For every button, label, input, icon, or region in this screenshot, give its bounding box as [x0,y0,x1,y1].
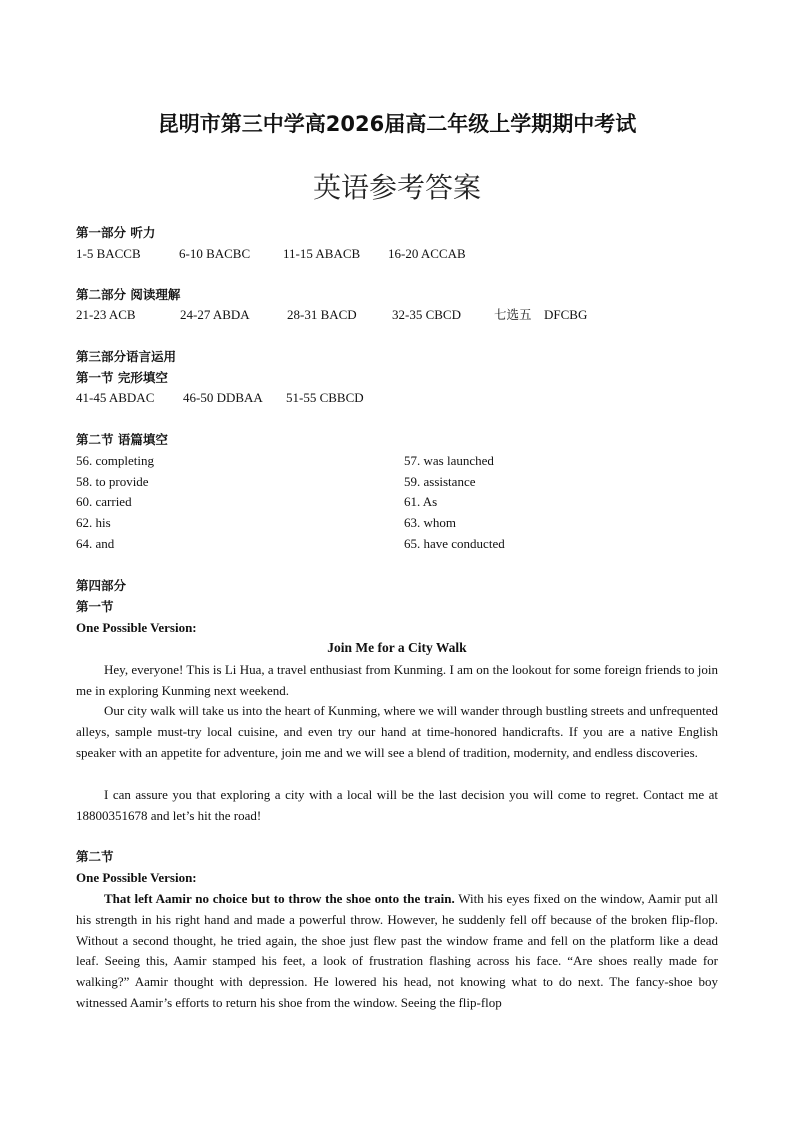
part4-section2-heading: 第二节 [76,849,114,864]
fill-answer: 56. completing [76,453,154,468]
part4-heading: 第四部分 [76,578,127,593]
answer-group: 32-35 CBCD [392,307,461,322]
page-subtitle: 英语参考答案 [312,171,481,204]
essay-paragraph: I can assure you that exploring a city with a local will be the last decision you will come to regret. Contact me at 18800351678 and let’s hit the road! [76,787,718,823]
fill-answer: 64. and [76,536,115,551]
story-text: With his eyes fixed on the window, Aamir put all his strength in his right hand and made a powerful throw. However, he suddenly fell off because of the broken flip-flop. Without a second thought, he tried again, the shoe just flew past the window frame and fell on the platform like a dead leaf. Seeing this, Aamir stamped his feet, a look of frustration flashing across his face. “Are shoes really made for walking?” Aamir thought with depression. He lowered his head, not knowing what to do next. The fancy-shoe boy witnessed Aamir’s efforts to return his shoe from the window. Seeing the flip-flop [76,891,718,1010]
answer-group: 24-27 ABDA [180,307,250,322]
fill-answer: 58. to provide [76,474,149,489]
version-label: One Possible Version: [76,620,197,635]
answer-group: 6-10 BACBC [179,246,251,261]
seven-choose-five-answer: DFCBG [544,307,588,322]
fill-answer: 63. whom [404,515,456,530]
version-label: One Possible Version: [76,870,197,885]
part3-section1-heading: 第一节 完形填空 [76,370,168,385]
part2-answers [76,306,676,324]
page-title: 昆明市第三中学高2026届高二年级上学期期中考试 [157,112,637,136]
essay-paragraph: Our city walk will take us into the heart of Kunming, where we will wander through bustling streets and unfrequented alleys, sample must-try local cuisine, and even try our hand at time-honored handicrafts. If you are a native English speaker with an appetite for adventure, join me and we will see a blend of tradition, modernity, and endless discoveries. [76,703,718,760]
answer-group: 51-55 CBBCD [286,390,364,405]
answer-group: 1-5 BACCB [76,246,141,261]
seven-choose-five-label: 七选五 [494,307,532,322]
cloze-answers [76,389,676,407]
part4-section1-heading: 第一节 [76,599,114,614]
answer-group: 46-50 DDBAA [183,390,263,405]
answer-group: 21-23 ACB [76,307,136,322]
fill-answer: 57. was launched [404,453,494,468]
essay-title: Join Me for a City Walk [327,640,467,655]
answer-group: 16-20 ACCAB [388,246,466,261]
fill-answer: 59. assistance [404,474,476,489]
part2-heading: 第二部分 阅读理解 [76,287,181,302]
part3-section2-heading: 第二节 语篇填空 [76,432,168,447]
fill-answer: 65. have conducted [404,536,505,551]
story-paragraph [76,889,718,1014]
answer-group: 11-15 ABACB [283,246,361,261]
essay-paragraph: Hey, everyone! This is Li Hua, a travel enthusiast from Kunming. I am on the lookout for some foreign friends to join me in exploring Kunming next weekend. [76,662,718,698]
part3-heading: 第三部分语言运用 [76,349,177,364]
fill-answer: 60. carried [76,494,132,509]
answer-group: 28-31 BACD [287,307,357,322]
fill-answer: 61. As [404,494,438,509]
part1-heading: 第一部分 听力 [76,225,156,240]
story-lead-sentence: That left Aamir no choice but to throw the shoe onto the train. [104,891,455,906]
part1-answers [76,245,676,263]
fill-answer: 62. his [76,515,111,530]
answer-group: 41-45 ABDAC [76,390,155,405]
